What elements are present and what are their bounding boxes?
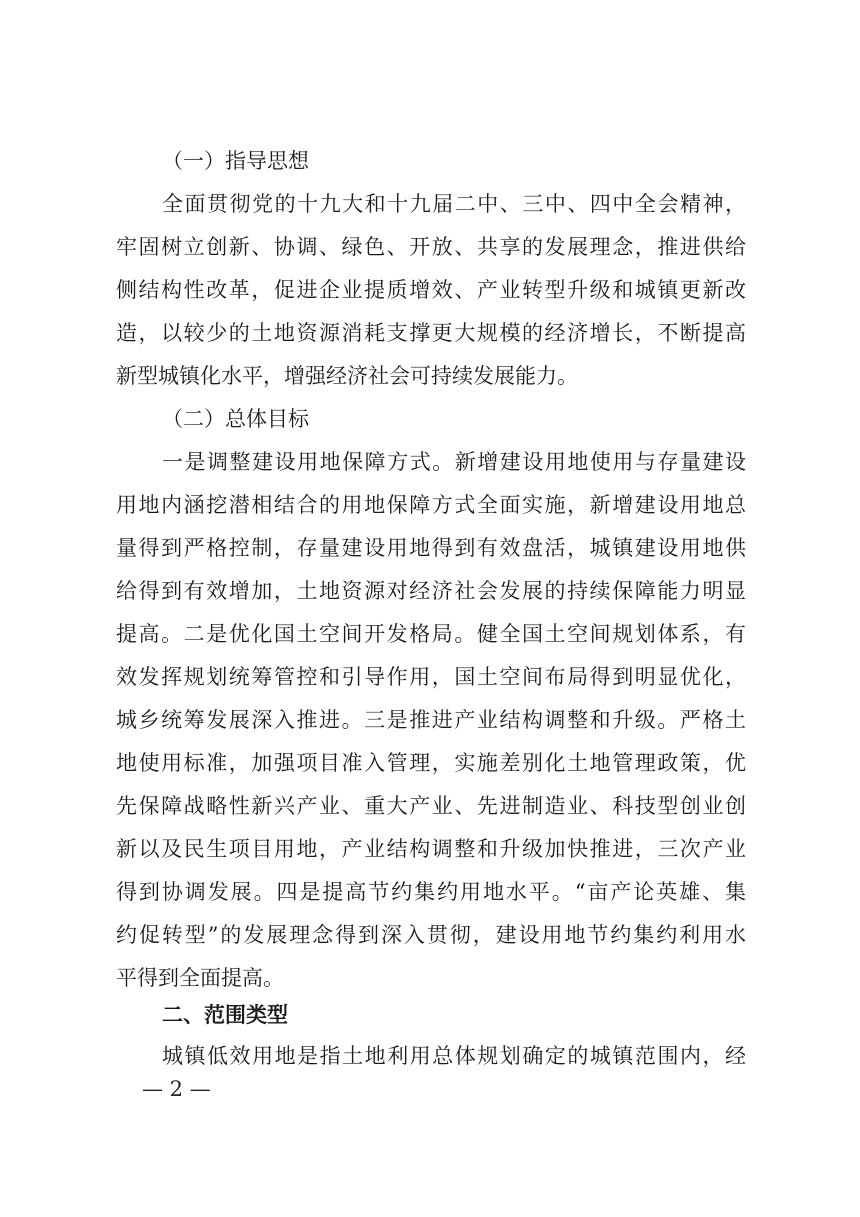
section-heading-guiding-ideology: （一）指导思想 [162,149,309,173]
section-heading-overall-goals: （二）总体目标 [162,407,309,431]
paragraph-line: 平得到全面提高。 [116,966,284,990]
paragraph-line: 新型城镇化水平，增强经济社会可持续发展能力。 [116,364,578,388]
paragraph-line: 量得到严格控制，存量建设用地得到有效盘活，城镇建设用地供 [116,536,746,560]
paragraph-line: 先保障战略性新兴产业、重大产业、先进制造业、科技型创业创 [116,794,746,818]
paragraph-line: 城镇低效用地是指土地利用总体规划确定的城镇范围内，经 [162,1044,746,1068]
paragraph-line: 用地内涵挖潜相结合的用地保障方式全面实施，新增建设用地总 [116,493,746,517]
paragraph-line: 地使用标准，加强项目准入管理，实施差别化土地管理政策，优 [116,751,746,775]
section-heading-scope-types: 二、范围类型 [162,1003,288,1027]
paragraph-line: 提高。二是优化国土空间开发格局。健全国土空间规划体系，有 [116,622,746,646]
paragraph-line: 得到协调发展。四是提高节约集约用地水平。“亩产论英雄、集 [116,880,746,904]
paragraph-line: 造，以较少的土地资源消耗支撑更大规模的经济增长，不断提高 [116,321,746,345]
paragraph-line: 侧结构性改革，促进企业提质增效、产业转型升级和城镇更新改 [116,278,746,302]
paragraph-line: 效发挥规划统筹管控和引导作用，国土空间布局得到明显优化， [116,665,746,689]
paragraph-line: 约促转型”的发展理念得到深入贯彻，建设用地节约集约利用水 [116,923,746,947]
paragraph-line: 新以及民生项目用地，产业结构调整和升级加快推进，三次产业 [116,837,746,861]
paragraph-line: 城乡统筹发展深入推进。三是推进产业结构调整和升级。严格土 [116,708,746,732]
paragraph-line: 牢固树立创新、协调、绿色、开放、共享的发展理念，推进供给 [116,235,746,259]
paragraph-line: 给得到有效增加，土地资源对经济社会发展的持续保障能力明显 [116,579,746,603]
page-number: — 2 — [142,1077,211,1101]
paragraph-line: 一是调整建设用地保障方式。新增建设用地使用与存量建设 [162,450,746,474]
paragraph-line: 全面贯彻党的十九大和十九届二中、三中、四中全会精神， [162,192,746,216]
